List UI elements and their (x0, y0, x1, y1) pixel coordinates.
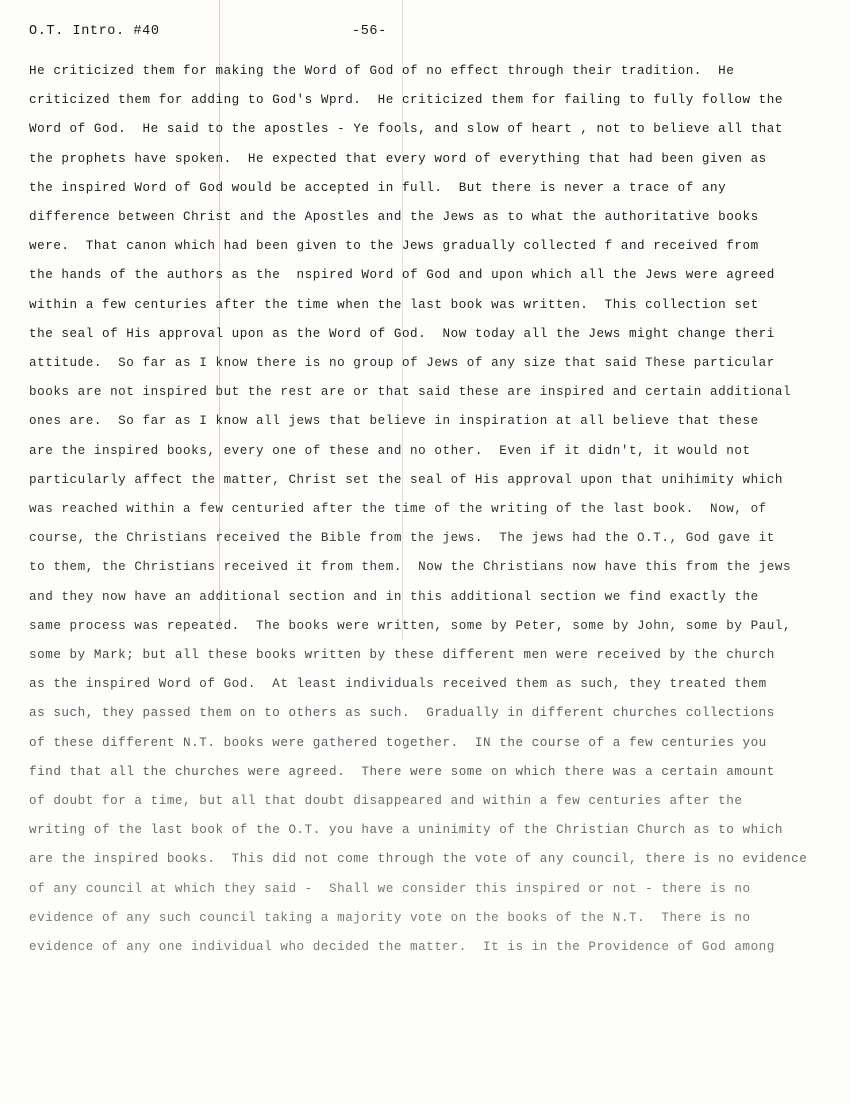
text-line: of any council at which they said - Shall we consider this inspired or not - there is no (29, 881, 751, 896)
text-line: the hands of the authors as the nspired Word of God and upon which all the Jews were agreed (29, 268, 775, 283)
text-line: as the inspired Word of God. At least individuals received them as such, they treated them (29, 677, 767, 692)
page-header (0, 24, 851, 46)
course-label: O.T. Intro. #40 (29, 24, 160, 39)
text-line: difference between Christ and the Apostles and the Jews as to what the authoritative books (29, 210, 759, 225)
text-line: same process was repeated. The books were written, some by Peter, some by John, some by Paul, (29, 618, 792, 633)
text-line: writing of the last book of the O.T. you have a uninimity of the Christian Church as to which (29, 823, 783, 838)
text-line: books are not inspired but the rest are or that said these are inspired and certain additional (29, 385, 792, 400)
text-line: within a few centuries after the time when the last book was written. This collection set (29, 297, 759, 312)
text-line: particularly affect the matter, Christ set the seal of His approval upon that unihimity which (29, 472, 783, 487)
text-line: Word of God. He said to the apostles - Ye fools, and slow of heart , not to believe all that (29, 122, 783, 137)
text-line: the prophets have spoken. He expected that every word of everything that had been given as (29, 151, 767, 166)
text-line: and they now have an additional section and in this additional section we find exactly the (29, 589, 759, 604)
text-line: evidence of any one individual who decided the matter. It is in the Providence of God among (29, 940, 775, 955)
text-line: to them, the Christians received it from them. Now the Christians now have this from the jews (29, 560, 792, 575)
text-line: of doubt for a time, but all that doubt disappeared and within a few centuries after the (29, 794, 743, 809)
text-line: of these different N.T. books were gathered together. IN the course of a few centuries you (29, 735, 767, 750)
text-line: attitude. So far as I know there is no group of Jews of any size that said These particular (29, 356, 775, 371)
text-line: criticized them for adding to God's Wprd. He criticized them for failing to fully follow the (29, 93, 783, 108)
text-line: are the inspired books, every one of these and no other. Even if it didn't, it would not (29, 443, 751, 458)
text-line: course, the Christians received the Bible from the jews. The jews had the O.T., God gave it (29, 531, 775, 546)
text-line: find that all the churches were agreed. There were some on which there was a certain amount (29, 764, 775, 779)
text-line: evidence of any such council taking a majority vote on the books of the N.T. There is no (29, 910, 751, 925)
text-line: were. That canon which had been given to the Jews gradually collected f and received from (29, 239, 759, 254)
document-body (29, 57, 829, 962)
text-line: He criticized them for making the Word of God of no effect through their tradition. He (29, 64, 735, 78)
text-line: the seal of His approval upon as the Word of God. Now today all the Jews might change theri (29, 326, 775, 341)
text-line: are the inspired books. This did not come through the vote of any council, there is no evidence (29, 852, 808, 867)
text-line: as such, they passed them on to others as such. Gradually in different churches collections (29, 706, 775, 721)
text-line: ones are. So far as I know all jews that believe in inspiration at all believe that these (29, 414, 759, 429)
page-number: -56- (352, 24, 387, 39)
text-line: some by Mark; but all these books written by these different men were received by the church (29, 648, 775, 663)
text-line: the inspired Word of God would be accepted in full. But there is never a trace of any (29, 180, 727, 195)
text-line: was reached within a few centuried after the time of the writing of the last book. Now, of (29, 502, 767, 517)
